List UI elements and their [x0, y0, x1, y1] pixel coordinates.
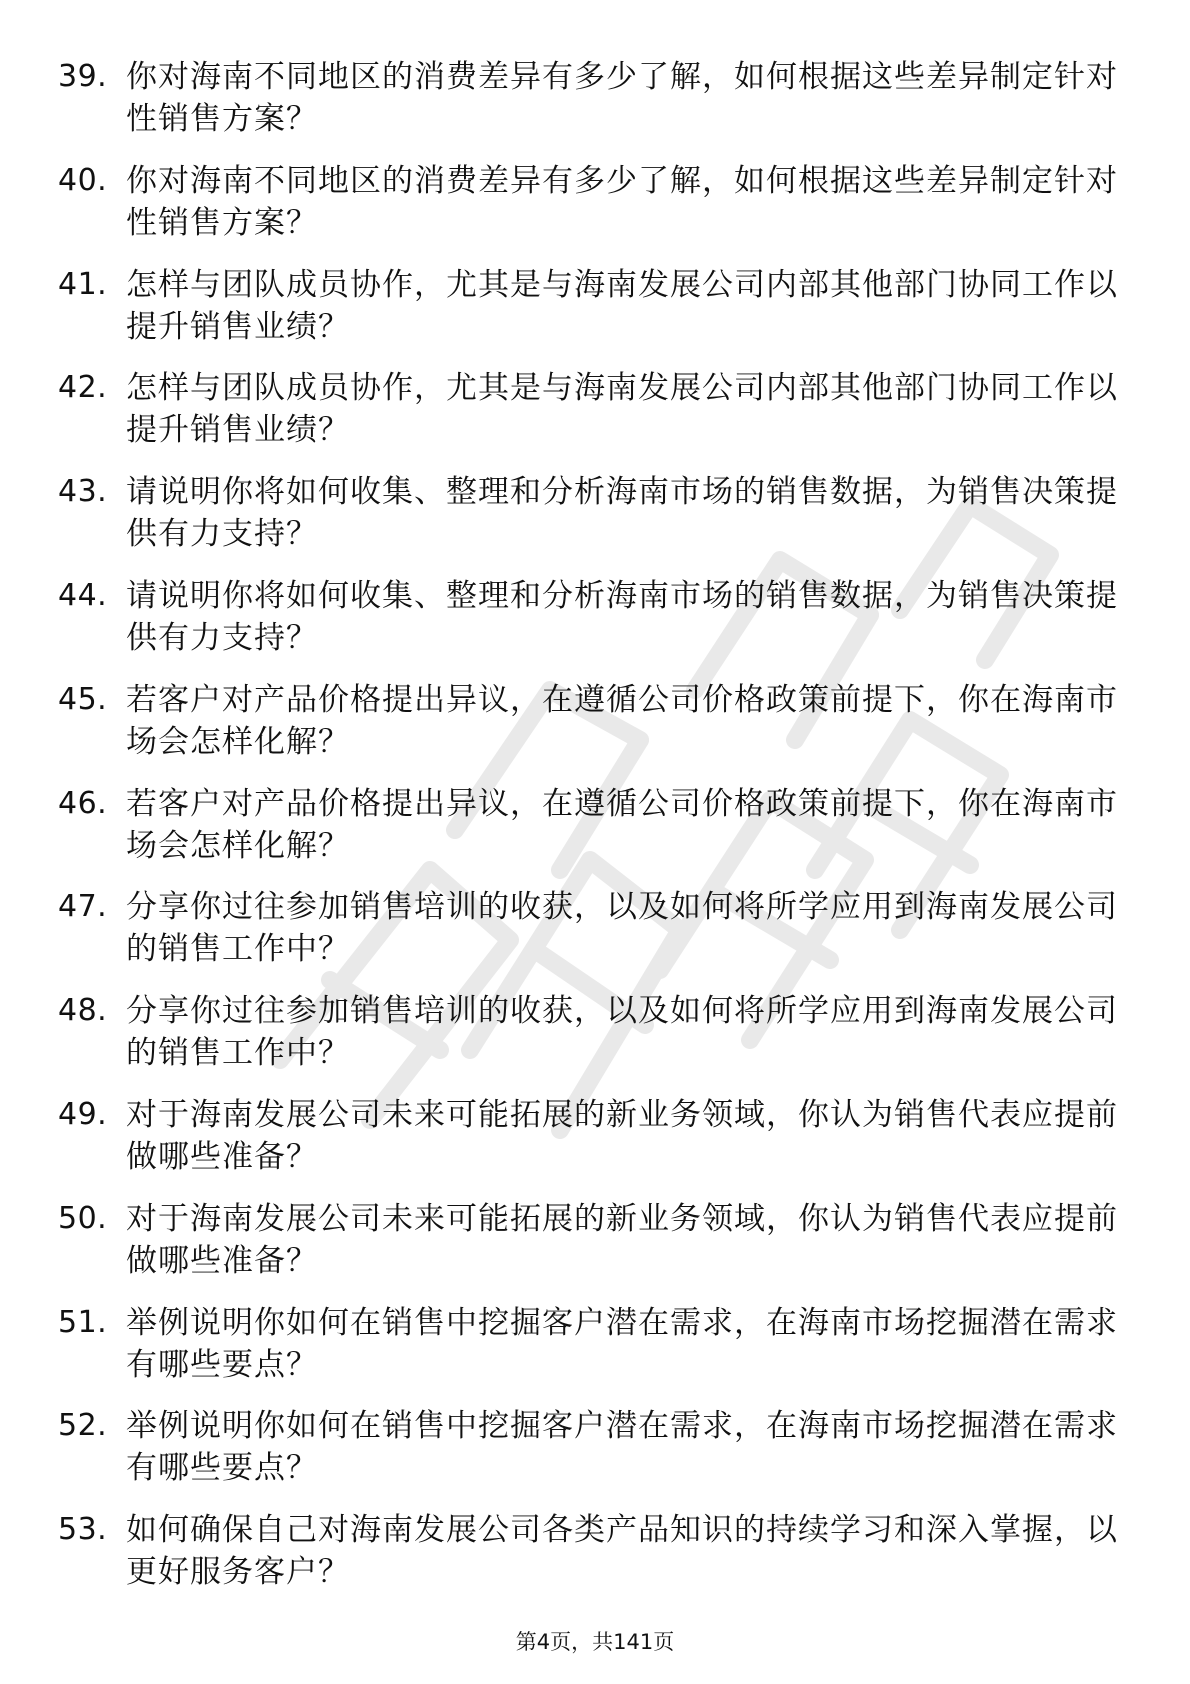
question-item-46	[58, 779, 1118, 883]
question-text: 对于海南发展公司未来可能拓展的新业务领域，你认为销售代表应提前做哪些准备？	[126, 1096, 1118, 1175]
question-item-50	[58, 1194, 1118, 1298]
question-list	[58, 52, 1118, 1609]
question-number: 42.	[58, 370, 108, 406]
question-number: 46.	[58, 785, 108, 821]
question-number: 41.	[58, 266, 108, 302]
question-number: 45.	[58, 681, 108, 717]
question-item-49	[58, 1090, 1118, 1194]
question-text: 举例说明你如何在销售中挖掘客户潜在需求，在海南市场挖掘潜在需求有哪些要点？	[126, 1408, 1118, 1487]
question-item-41	[58, 260, 1118, 364]
question-number: 43.	[58, 474, 108, 510]
question-text: 分享你过往参加销售培训的收获，以及如何将所学应用到海南发展公司的销售工作中？	[126, 889, 1118, 968]
question-text: 请说明你将如何收集、整理和分析海南市场的销售数据，为销售决策提供有力支持？	[126, 577, 1118, 656]
question-text: 怎样与团队成员协作，尤其是与海南发展公司内部其他部门协同工作以提升销售业绩？	[126, 266, 1118, 345]
question-number: 39.	[58, 59, 108, 94]
question-item-42	[58, 363, 1118, 467]
question-item-48	[58, 986, 1118, 1090]
question-text: 若客户对产品价格提出异议，在遵循公司价格政策前提下，你在海南市场会怎样化解？	[126, 681, 1118, 760]
question-text: 若客户对产品价格提出异议，在遵循公司价格政策前提下，你在海南市场会怎样化解？	[126, 785, 1118, 864]
question-number: 52.	[58, 1408, 108, 1444]
question-item-39	[58, 52, 1118, 156]
question-number: 48.	[58, 993, 108, 1029]
question-text: 你对海南不同地区的消费差异有多少了解，如何根据这些差异制定针对性销售方案？	[126, 59, 1118, 137]
question-number: 47.	[58, 889, 108, 925]
question-text: 举例说明你如何在销售中挖掘客户潜在需求，在海南市场挖掘潜在需求有哪些要点？	[126, 1304, 1118, 1383]
question-number: 50.	[58, 1200, 108, 1236]
page-footer: 第4页，共141页	[515, 1630, 675, 1654]
question-item-47	[58, 882, 1118, 986]
question-number: 51.	[58, 1304, 108, 1340]
question-item-43	[58, 467, 1118, 571]
question-text: 分享你过往参加销售培训的收获，以及如何将所学应用到海南发展公司的销售工作中？	[126, 993, 1118, 1072]
question-number: 40.	[58, 162, 108, 198]
question-item-45	[58, 675, 1118, 779]
question-text: 你对海南不同地区的消费差异有多少了解，如何根据这些差异制定针对性销售方案？	[126, 162, 1118, 241]
question-number: 53.	[58, 1512, 108, 1548]
question-item-40	[58, 156, 1118, 260]
question-number: 44.	[58, 577, 108, 613]
question-text: 如何确保自己对海南发展公司各类产品知识的持续学习和深入掌握，以更好服务客户？	[126, 1512, 1118, 1591]
question-item-53	[58, 1505, 1118, 1609]
question-item-44	[58, 571, 1118, 675]
question-text: 对于海南发展公司未来可能拓展的新业务领域，你认为销售代表应提前做哪些准备？	[126, 1200, 1118, 1279]
question-text: 怎样与团队成员协作，尤其是与海南发展公司内部其他部门协同工作以提升销售业绩？	[126, 370, 1118, 449]
question-text: 请说明你将如何收集、整理和分析海南市场的销售数据，为销售决策提供有力支持？	[126, 474, 1118, 553]
question-item-51	[58, 1298, 1118, 1402]
question-item-52	[58, 1401, 1118, 1505]
question-number: 49.	[58, 1096, 108, 1132]
